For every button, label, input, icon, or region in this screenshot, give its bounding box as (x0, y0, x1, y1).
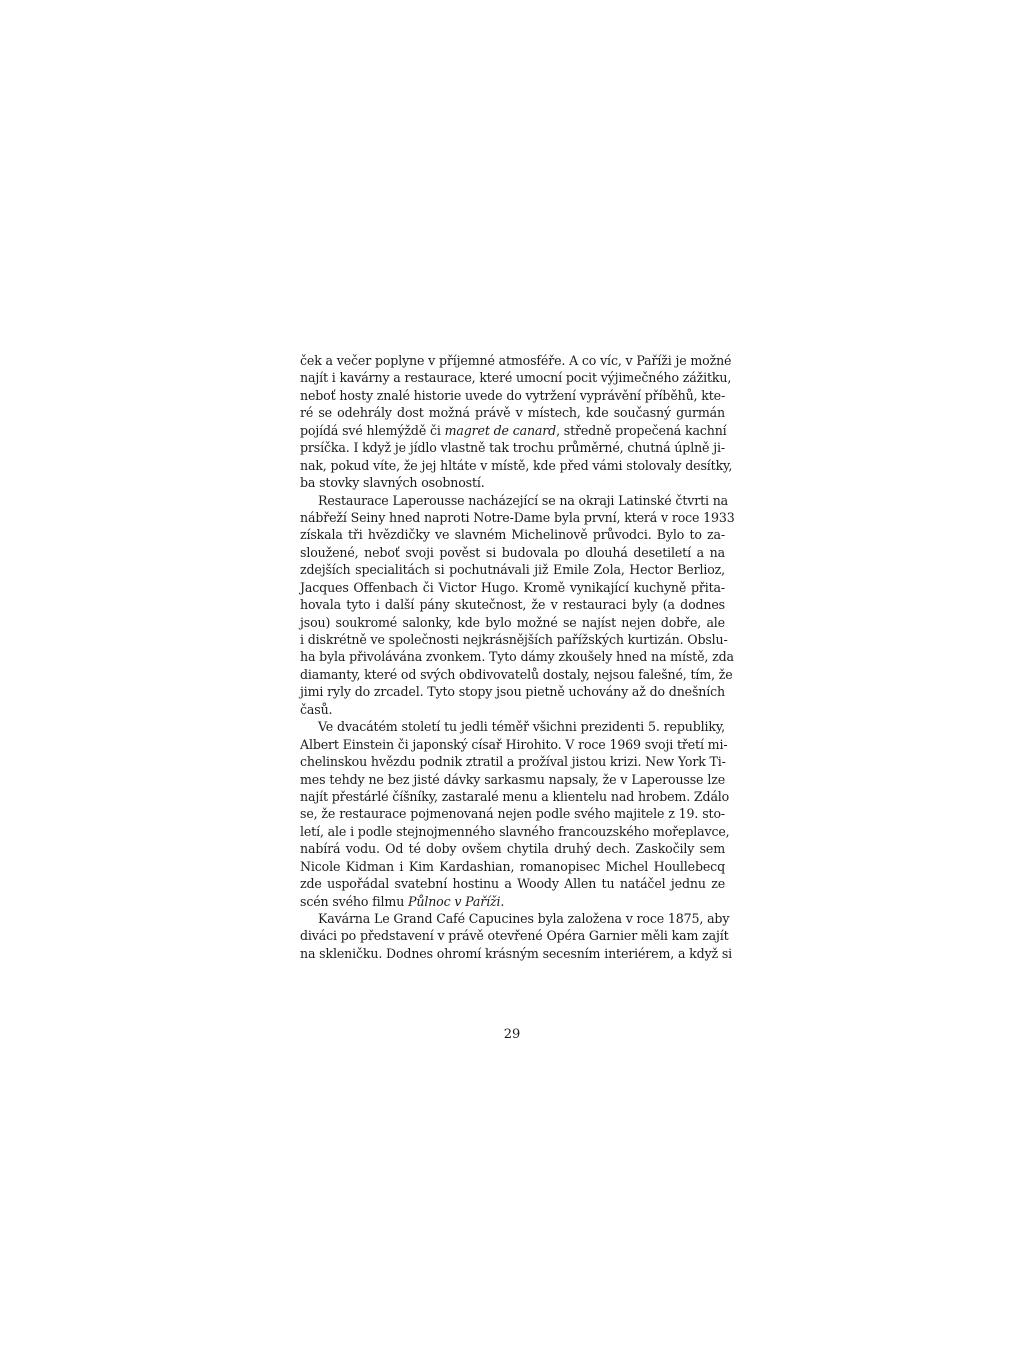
text-fragment: , středně propečená kachní (556, 422, 727, 438)
text-line: zde uspořádal svatební hostinu a Woody Allen tu natáčel jednu ze (300, 876, 725, 892)
text-line-with-italic (300, 422, 725, 439)
text-line: najít i kavárny a restaurace, které umocní pocit výjimečného zážitku, (300, 370, 732, 386)
text-line: ha byla přivolávána zvonkem. Tyto dámy zkoušely hned na místě, zda (300, 649, 734, 665)
text-line: i diskrétně ve společnosti nejkrásnějších pařížských kurtizán. Obslu- (300, 632, 728, 647)
text-line: Ve dvacátém století tu jedli téměř všichni prezidenti 5. republiky, (318, 719, 725, 735)
text-line: neboť hosty znalé historie uvede do vytržení vyprávění příběhů, kte- (300, 387, 726, 403)
text-line: na skleničku. Dodnes ohromí krásným secesním interiérem, a když si (300, 945, 733, 961)
text-line: časů. (300, 701, 333, 717)
text-line: Nicole Kidman i Kim Kardashian, romanopisec Michel Houllebecq (300, 858, 725, 874)
text-line: hovala tyto i další pány skutečnost, že v restauraci byly (a dodnes (300, 597, 725, 613)
text-line: chelinskou hvězdu podnik ztratil a prožíval jistou krizi. New York Ti- (300, 754, 726, 770)
text-line: letí, ale i podle stejnojmenného slavného francouzského mořeplavce, (300, 823, 730, 839)
text-line: najít přestárlé číšníky, zastaralé menu a klientelu nad hrobem. Zdálo (300, 788, 730, 804)
text-line: nabírá vodu. Od té doby ovšem chytila druhý dech. Zaskočily sem (300, 841, 725, 857)
text-line: ba stovky slavných osobností. (300, 475, 485, 491)
text-line: jsou) soukromé salonky, kde bylo možné se najíst nejen dobře, ale (300, 614, 725, 630)
text-line: zdejších specialitách si pochutnávali již Emile Zola, Hector Berlioz, (300, 562, 725, 578)
text-line: ček a večer poplyne v příjemné atmosféře. A co víc, v Paříži je možné (300, 353, 732, 368)
text-line: Restaurace Laperousse nacházející se na okraji Latinské čtvrti na (318, 492, 729, 508)
text-line-with-italic (300, 893, 725, 910)
text-fragment: . (500, 893, 505, 909)
text-line: ré se odehrály dost možná právě v místech, kde současný gurmán (300, 405, 725, 421)
italic-film-title: Půlnoc v Paříži (408, 893, 501, 909)
page-number: 29 (503, 1027, 521, 1042)
text-line: získala tři hvězdičky ve slavném Michelinově průvodci. Bylo to za- (300, 527, 725, 543)
text-fragment: scén svého filmu (300, 893, 409, 909)
text-fragment: pojídá své hlemýždě či (300, 422, 445, 438)
text-line: se, že restaurace pojmenovaná nejen podle svého majitele z 19. sto- (300, 806, 725, 822)
text-line: nak, pokud víte, že jej hltáte v místě, kde před vámi stolovaly desítky, (300, 457, 733, 473)
text-line: Jacques Offenbach či Victor Hugo. Kromě vynikající kuchyně přita- (300, 579, 725, 595)
text-line: diváci po představení v právě otevřené Opéra Garnier měli kam zajít (300, 928, 729, 944)
body-text (300, 352, 735, 962)
text-line: diamanty, které od svých obdivovatelů dostaly, nejsou falešné, tím, že (300, 666, 733, 682)
text-line: sloužené, neboť svoji pověst si budovala po dlouhá desetiletí a na (300, 544, 725, 560)
italic-phrase: magret de canard (444, 422, 557, 438)
text-line: prsíčka. I když je jídlo vlastně tak trochu průměrné, chutná úplně ji- (300, 440, 725, 456)
text-line: jimi ryly do zrcadel. Tyto stopy jsou pietně uchovány až do dnešních (300, 684, 725, 700)
text-line: nábřeží Seiny hned naproti Notre-Dame byla první, která v roce 1933 (300, 509, 735, 525)
text-line: Albert Einstein či japonský císař Hirohito. V roce 1969 svoji třetí mi- (300, 736, 728, 752)
text-line: mes tehdy ne bez jisté dávky sarkasmu napsaly, že v Laperousse lze (300, 771, 725, 787)
text-line: Kavárna Le Grand Café Capucines byla založena v roce 1875, aby (318, 911, 730, 926)
